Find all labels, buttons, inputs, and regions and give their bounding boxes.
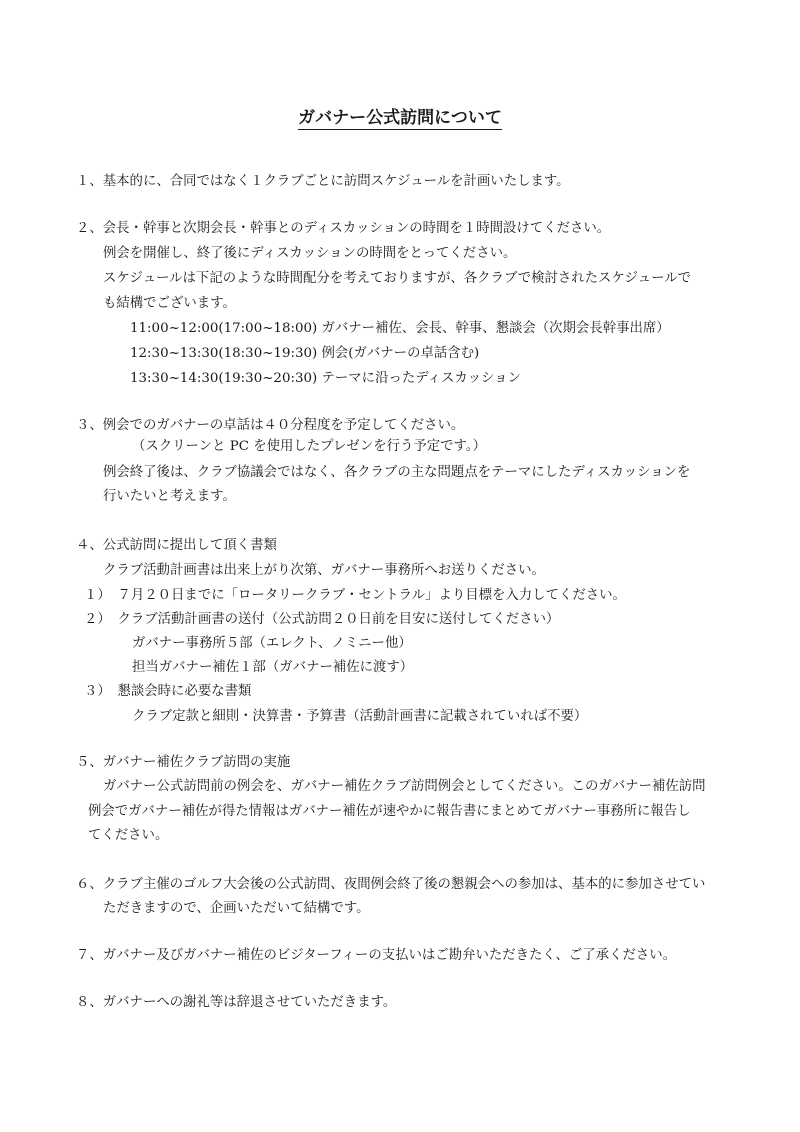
- section-2-line-3: スケジュールは下記のような時間配分を考えておりますが、各クラブで検討されたスケジュールで: [103, 271, 691, 286]
- section-3-line-1: ３、例会でのガバナーの卓話は４０分程度を予定してください。: [76, 418, 465, 433]
- section-4-item-2: ２） クラブ活動計画書の送付（公式訪問２０日前を目安に送付してください）: [84, 612, 560, 627]
- section-5-line-4: てください。: [88, 828, 169, 843]
- section-4-item-2-sub-2: 担当ガバナー補佐１部（ガバナー補佐に渡す）: [132, 660, 414, 675]
- section-1-line-1: １、基本的に、合同ではなく１クラブごとに訪問スケジュールを計画いたします。: [76, 174, 570, 189]
- section-2-line-4: も結構でございます。: [103, 296, 236, 311]
- section-4-item-1: １） ７月２０日までに「ロータリークラブ・セントラル」より目標を入力してください。: [84, 588, 626, 603]
- section-2-line-1: ２、会長・幹事と次期会長・幹事とのディスカッションの時間を１時間設けてください。: [76, 221, 611, 236]
- section-4-item-3: ３） 懇談会時に必要な書類: [84, 684, 252, 699]
- schedule-row-2: 12:30~13:30(18:30~19:30) 例会(ガバナーの卓話含む): [130, 346, 480, 361]
- section-3-line-4: 行いたいと考えます。: [103, 489, 236, 504]
- page-title-text: ガバナー公式訪問について: [298, 108, 502, 128]
- section-6-line-1: ６、クラブ主催のゴルフ大会後の公式訪問、夜間例会終了後の懇親会への参加は、基本的に参加させてい: [76, 877, 706, 892]
- section-2-line-2: 例会を開催し、終了後にディスカッションの時間をとってください。: [103, 246, 517, 261]
- section-4-item-3-sub-1: クラブ定款と細則・決算書・予算書（活動計画書に記載されていれば不要）: [132, 709, 588, 724]
- section-3-line-3: 例会終了後は、クラブ協議会ではなく、各クラブの主な問題点をテーマにしたディスカッションを: [103, 465, 691, 480]
- schedule-row-3: 13:30~14:30(19:30~20:30) テーマに沿ったディスカッション: [130, 371, 521, 386]
- section-6-line-2: ただきますので、企画いただいて結構です。: [103, 901, 370, 916]
- section-5-line-3: 例会でガバナー補佐が得た情報はガバナー補佐が速やかに報告書にまとめてガバナー事務所に報告し: [88, 804, 691, 819]
- section-4-line-1: ４、公式訪問に提出して頂く書類: [76, 538, 277, 553]
- section-4-item-2-sub-1: ガバナー事務所５部（エレクト、ノミニー他）: [132, 636, 412, 651]
- section-4-line-2: クラブ活動計画書は出来上がり次第、ガバナー事務所へお送りください。: [103, 563, 545, 578]
- section-3-line-2: （スクリーンと PC を使用したプレゼンを行う予定です。）: [132, 439, 486, 454]
- section-5-line-2: ガバナー公式訪問前の例会を、ガバナー補佐クラブ訪問例会としてください。このガバナー補佐訪問: [103, 779, 706, 794]
- section-8-line-1: ８、ガバナーへの謝礼等は辞退させていただきます。: [76, 995, 397, 1010]
- section-7-line-1: ７、ガバナー及びガバナー補佐のビジターフィーの支払いはご勘弁いただきたく、ご了承ください。: [76, 948, 677, 963]
- schedule-row-1: 11:00~12:00(17:00~18:00) ガバナー補佐、会長、幹事、懇談会（次期会長幹事出席）: [130, 321, 670, 336]
- section-5-line-1: ５、ガバナー補佐クラブ訪問の実施: [76, 755, 291, 770]
- page-title: [0, 106, 800, 130]
